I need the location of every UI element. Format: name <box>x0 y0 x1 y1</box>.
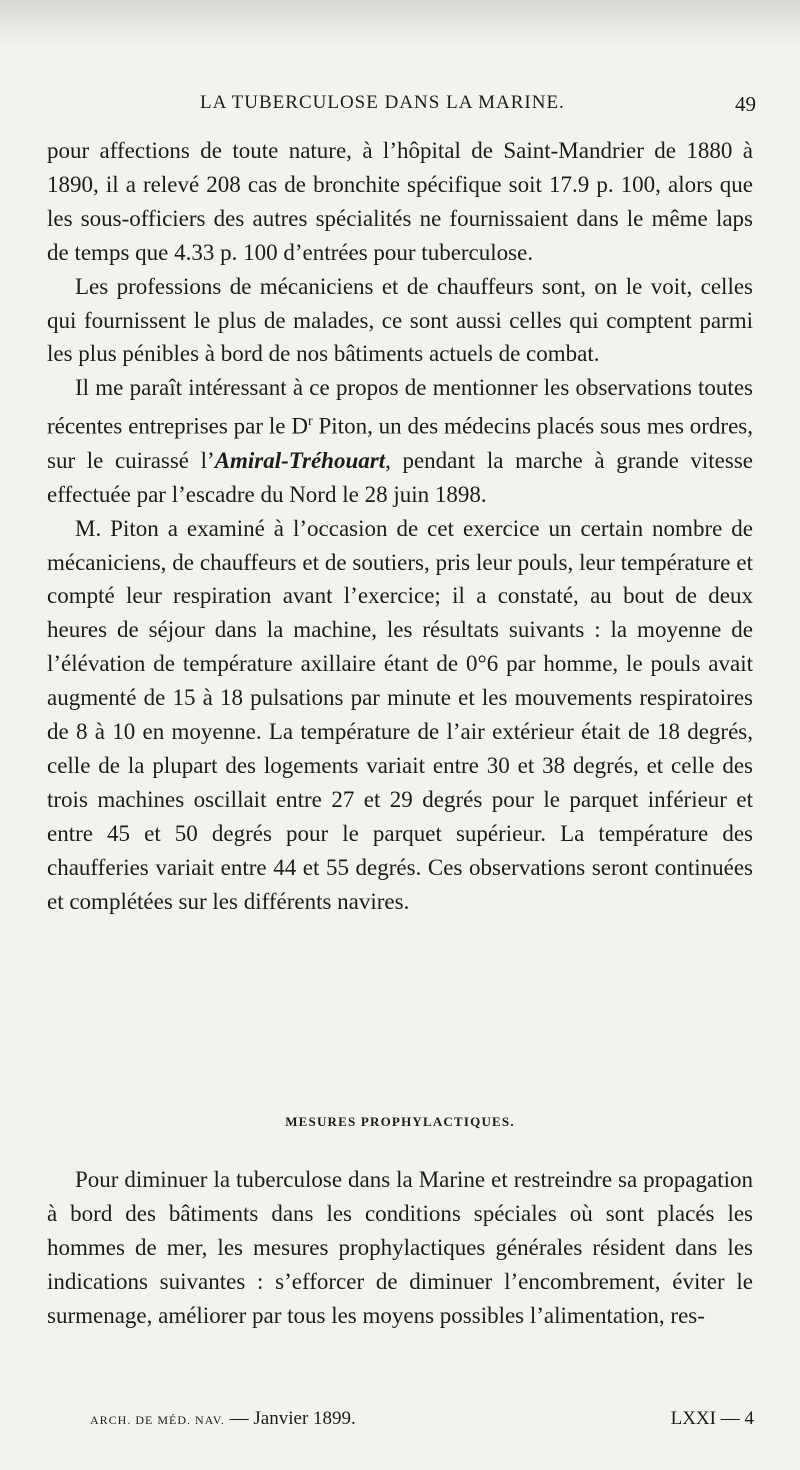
scan-edge <box>0 0 800 48</box>
running-title: LA TUBERCULOSE DANS LA MARINE. <box>200 92 565 113</box>
page-footer <box>0 1408 800 1436</box>
paragraph-1: pour affections de toute nature, à l’hôpital de Saint-Mandrier de 1880 à 1890, il a relevé 208 cas de bronchite spécifique soit 17.9 p. 100, alors que les sous-officiers des autres spécialités ne fournissaient dans le même laps de temps que 4.33 p. 100 d’entrées pour tuberculose. <box>47 138 753 265</box>
paragraph-3-part-2: Piton, un des médecins placés sous mes ordres, sur le cuirassé l’ <box>47 413 753 473</box>
paragraph-3 <box>47 371 753 511</box>
footer-signature: LXXI — 4 <box>670 1408 754 1429</box>
ship-name: Amiral-Tréhouart <box>214 447 386 473</box>
paragraph-2: Les professions de mécaniciens et de chauffeurs sont, on le voit, celles qui fournissent le plus de malades, ce sont aussi celles qui comptent parmi les plus pénibles à bord de nos bâtiments actuels de combat. <box>47 273 753 367</box>
footer-date: — Janvier 1899. <box>229 1408 356 1429</box>
page-number: 49 <box>735 92 756 116</box>
paragraph-5: Pour diminuer la tuberculose dans la Marine et restreindre sa propagation à bord des bâtiments dans les conditions spéciales où sont placés les hommes de mer, les mesures prophylactiques générales résident dans les indications suivantes : s’efforcer de diminuer l’encombrement, éviter le surmenage, améliorer par tous les moyens possibles l’alimentation, res- <box>47 1167 753 1328</box>
paragraph-4: M. Piton a examiné à l’occasion de cet exercice un certain nombre de mécaniciens, de chauffeurs et de soutiers, pris leur pouls, leur température et compté leur respiration avant l’exercice; il a constaté, au bout de deux heures de séjour dans la machine, les résultats suivants : la moyenne de l’élévation de température axillaire étant de 0°6 par homme, le pouls avait augmenté de 15 à 18 pulsations par minute et les mouvements respiratoires de 8 à 10 en moyenne. La température de l’air extérieur était de 18 degrés, celle de la plupart des logements variait entre 30 et 38 degrés, et celle des trois machines oscillait entre 27 et 29 degrés pour le parquet inférieur et entre 45 et 50 degrés pour le parquet supérieur. La température des chaufferies variait entre 44 et 55 degrés. Ces observations seront continuées et complétées sur les différents navires. <box>47 515 753 914</box>
paragraph-3-part-1: Il me paraît intéressant à ce propos de mentionner les observations toutes récentes entreprises par le D <box>47 375 753 439</box>
footer-journal: ARCH. DE MÉD. NAV. <box>90 1413 225 1427</box>
doctor-abbrev-superscript: r <box>307 414 313 430</box>
running-header <box>0 92 800 120</box>
footer-citation <box>90 1408 356 1430</box>
paragraph-3-part-3: , pendant la marche à grande vitesse effectuée par l’escadre du Nord le 28 juin 1898. <box>47 447 753 507</box>
section-body <box>47 1163 753 1333</box>
section-heading: MESURES PROPHYLACTIQUES. <box>285 1114 515 1129</box>
body-text <box>47 134 753 919</box>
